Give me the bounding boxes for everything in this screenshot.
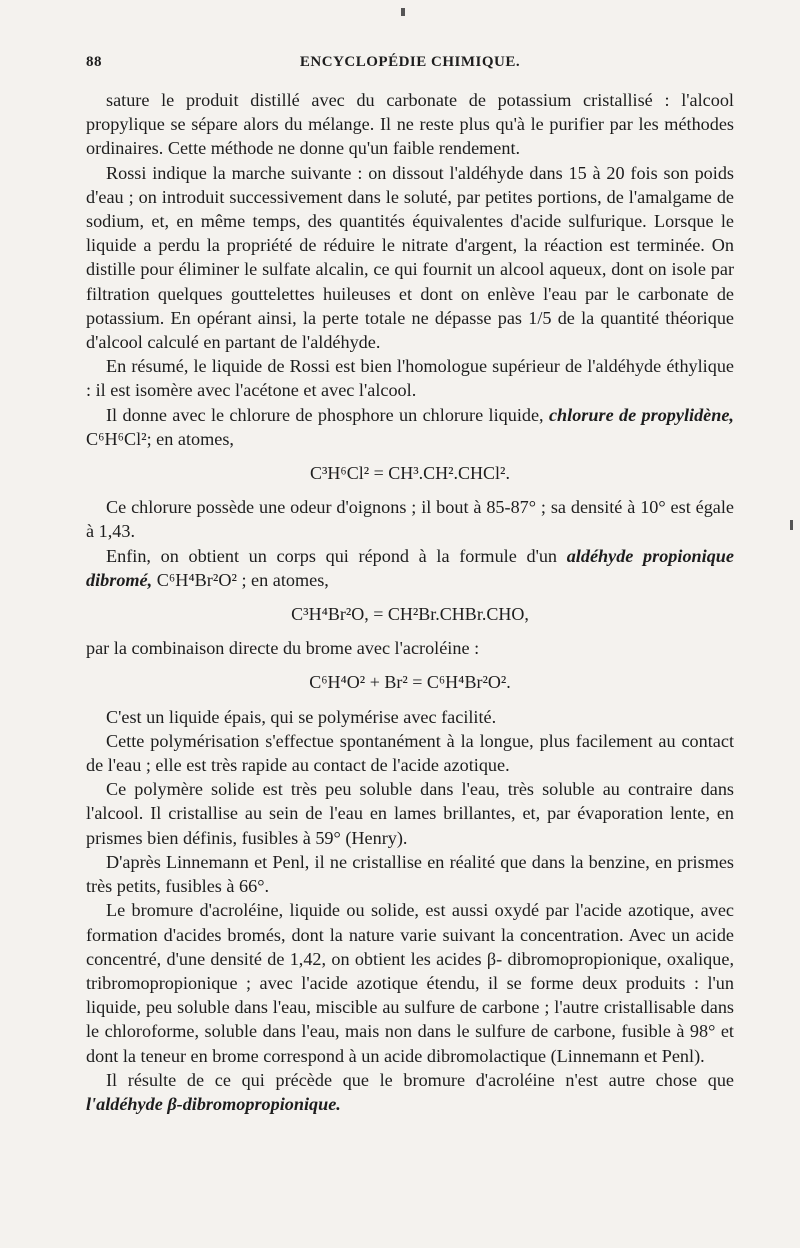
paragraph-text: Il résulte de ce qui précède que le bromure d'acroléine n'est autre chose que <box>106 1069 734 1090</box>
chemical-formula: C⁶H⁴O² + Br² = C⁶H⁴Br²O². <box>309 672 511 693</box>
emphasis-term: chlorure de propylidène, <box>548 404 734 425</box>
paragraph <box>86 544 734 592</box>
paragraph: En résumé, le liquide de Rossi est bien l'homologue supérieur de l'aldéhyde éthylique : il est isomère avec l'acétone et avec l'alcool. <box>86 356 734 401</box>
paragraph: Ce polymère solide est très peu soluble dans l'eau, très soluble au contraire dans l'alcool. Il cristallise au sein de l'eau en lames brillantes, et, par évaporation lente, en prismes bien définis, fusibles à 59° (Henry). <box>86 779 734 848</box>
chemical-formula: C³H⁴Br²O, = CH²Br.CHBr.CHO, <box>291 604 529 625</box>
paragraph <box>86 403 734 451</box>
paragraph: par la combinaison directe du brome avec l'acroléine : <box>86 638 480 659</box>
print-mark <box>401 8 405 16</box>
paragraph-text: Il donne avec le chlorure de phosphore un chlorure liquide, <box>106 404 549 425</box>
paragraph: sature le produit distillé avec du carbonate de potassium cristallisé : l'alcool propylique se sépare alors du mélange. Il ne reste plus qu'à le purifier par les méthodes ordinaires. Cette méthode ne donne qu'un faible rendement. <box>86 90 734 159</box>
page-number: 88 <box>86 54 102 70</box>
body-text <box>86 88 734 1116</box>
paragraph-text: C⁶H⁶Cl²; en atomes, <box>86 428 234 449</box>
paragraph: C'est un liquide épais, qui se polymérise avec facilité. <box>106 706 497 727</box>
print-mark <box>790 520 793 530</box>
paragraph-text: Enfin, on obtient un corps qui répond à la formule d'un <box>106 545 567 566</box>
paragraph: Ce chlorure possède une odeur d'oignons ; il bout à 85-87° ; sa densité à 10° est égale à 1,43. <box>86 497 734 542</box>
page-header <box>86 50 734 80</box>
paragraph-text: C⁶H⁴Br²O² ; en atomes, <box>152 569 329 590</box>
paragraph: Rossi indique la marche suivante : on dissout l'aldéhyde dans 15 à 20 fois son poids d'eau ; on introduit successivement dans le soluté, par petites portions, de l'amalgame de sodium, et, en même temps, des quantités équivalentes d'acide sulfurique. Lorsque le liquide a perdu la propriété de réduire le nitrate d'argent, la réaction est terminée. On distille pour éliminer le sulfate alcalin, ce qui fournit un alcool aqueux, dont on isole par filtration quelques gouttelettes huileuses et dont on enlève l'eau par le carbonate de potassium. En opérant ainsi, la perte totale ne dépasse pas 1/5 de la quantité théorique d'alcool calculé en partant de l'aldéhyde. <box>86 162 734 353</box>
emphasis-term: l'aldéhyde β-dibromopropionique. <box>86 1093 341 1114</box>
running-title: ENCYCLOPÉDIE CHIMIQUE. <box>299 54 521 70</box>
paragraph <box>86 1068 734 1116</box>
paragraph: D'après Linnemann et Penl, il ne cristallise en réalité que dans la benzine, en prismes très petits, fusibles à 66°. <box>86 851 734 897</box>
chemical-formula: C³H⁶Cl² = CH³.CH².CHCl². <box>310 463 510 484</box>
paragraph: Cette polymérisation s'effectue spontanément à la longue, plus facilement au contact de l'eau ; elle est très rapide au contact de l'acide azotique. <box>86 730 734 776</box>
paragraph: Le bromure d'acroléine, liquide ou solide, est aussi oxydé par l'acide azotique, avec formation d'acides bromés, dont la nature varie suivant la concentration. Avec un acide concentré, d'une densité de 1,42, on obtient les acides β- dibromopropionique, oxalique, tribromopropionique ; avec l'acide azotique étendu, il se forme deux produits : l'un liquide, peu soluble dans l'eau, miscible au sulfure de carbone ; l'autre cristallisable dans le chloroforme, soluble dans l'eau, mais non dans le sulfure de carbone, fusible à 98° et dont la teneur en brome correspond à un acide dibromolactique (Linnemann et Penl). <box>86 900 734 1066</box>
emphasis-term: aldéhyde propionique dibromé, <box>86 545 734 590</box>
